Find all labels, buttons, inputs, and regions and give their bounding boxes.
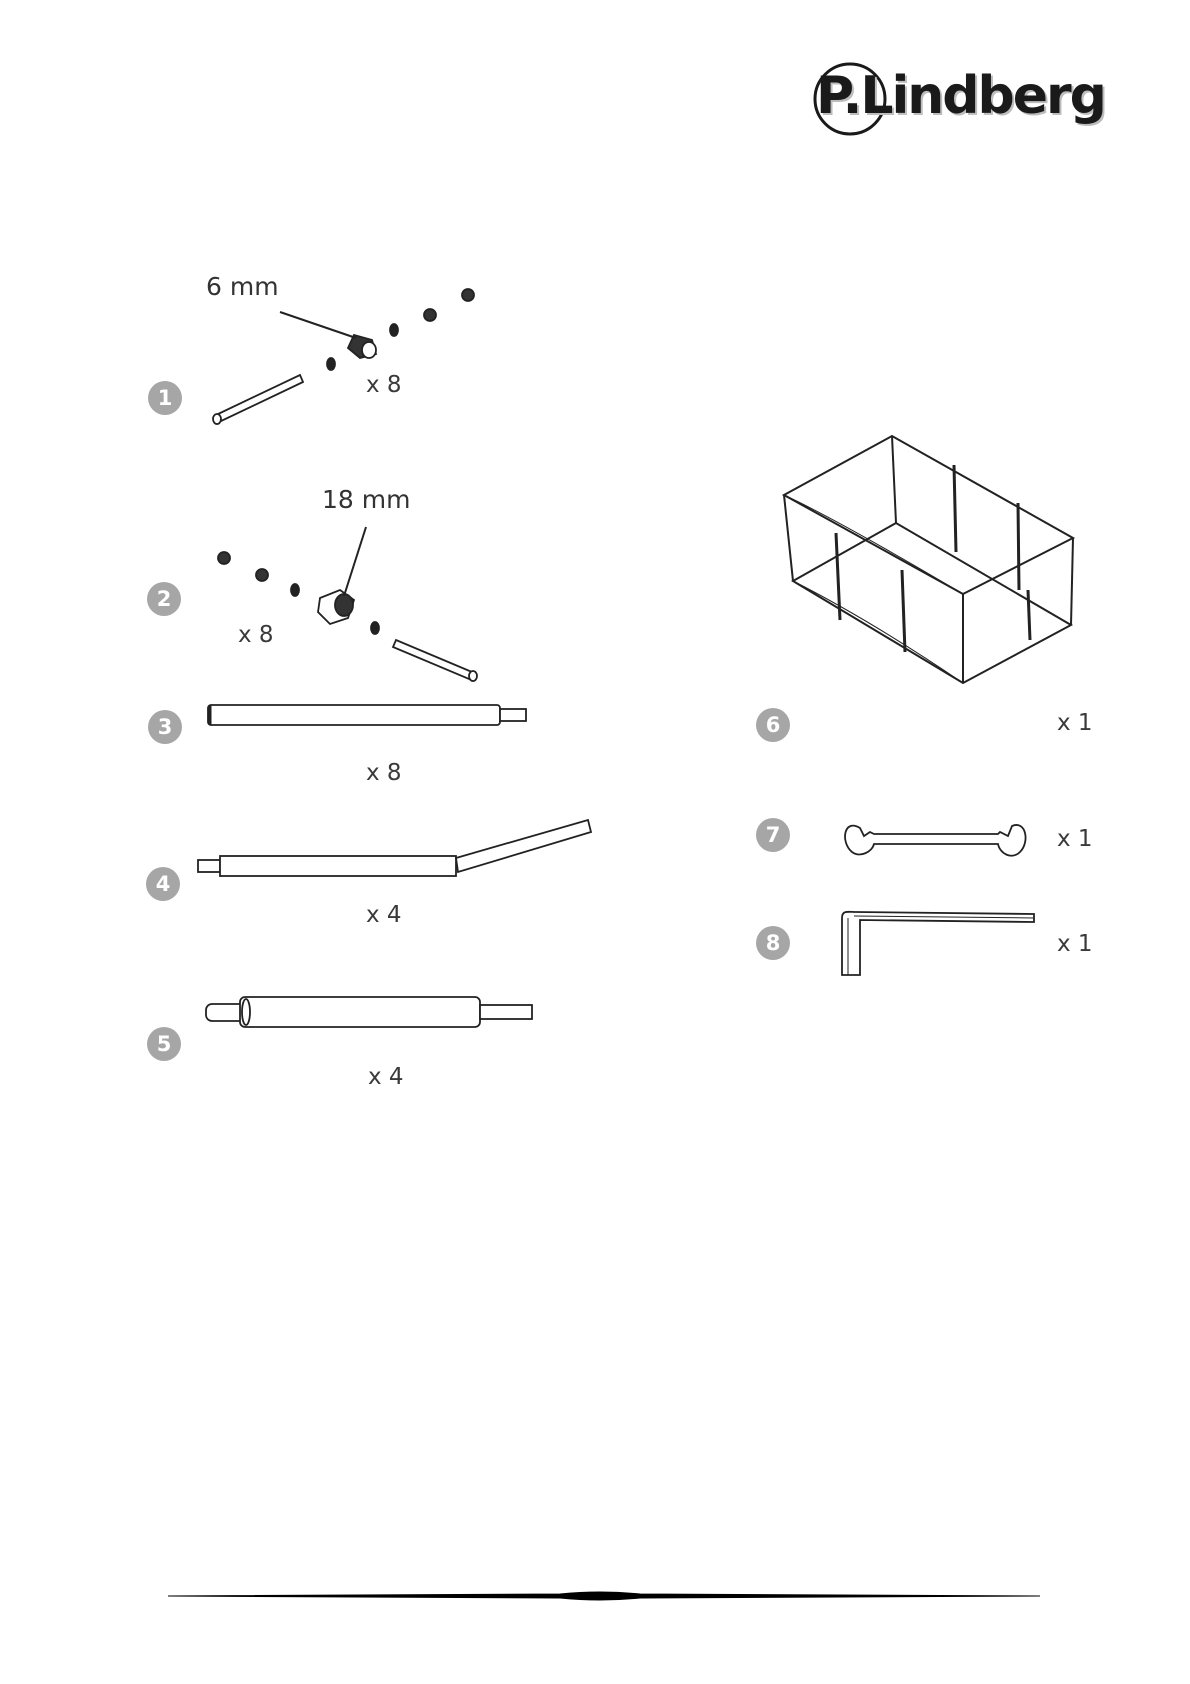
hex-key-icon xyxy=(842,912,1034,975)
part-5-quantity: x 4 xyxy=(368,1064,404,1090)
part-3-quantity: x 8 xyxy=(366,760,402,786)
connector-tube-icon xyxy=(206,997,532,1027)
part-1-quantity: x 8 xyxy=(366,372,402,398)
straight-tube-icon xyxy=(208,705,526,725)
part-7-number: 7 xyxy=(756,818,790,852)
part-4-quantity: x 4 xyxy=(366,902,402,928)
part-8-quantity: x 1 xyxy=(1057,931,1093,957)
mesh-box-icon xyxy=(784,436,1073,683)
footer-rule xyxy=(168,1592,1040,1600)
part-4-number: 4 xyxy=(146,867,180,901)
bent-tube-icon xyxy=(198,820,591,876)
part-1-number: 1 xyxy=(148,381,182,415)
part-1-dimension: 6 mm xyxy=(206,272,279,301)
part-6-number: 6 xyxy=(756,708,790,742)
bolt-spacer-set-icon xyxy=(218,527,477,681)
bolt-nut-washer-set-icon xyxy=(213,289,474,424)
part-5-number: 5 xyxy=(147,1027,181,1061)
part-3-number: 3 xyxy=(148,710,182,744)
open-end-wrench-icon xyxy=(845,825,1026,856)
part-2-quantity: x 8 xyxy=(238,622,274,648)
logo-text: P.Lindberg xyxy=(816,66,1105,126)
part-6-quantity: x 1 xyxy=(1057,710,1093,736)
part-7-quantity: x 1 xyxy=(1057,826,1093,852)
part-2-dimension: 18 mm xyxy=(322,485,411,514)
part-8-number: 8 xyxy=(756,926,790,960)
part-2-number: 2 xyxy=(147,582,181,616)
